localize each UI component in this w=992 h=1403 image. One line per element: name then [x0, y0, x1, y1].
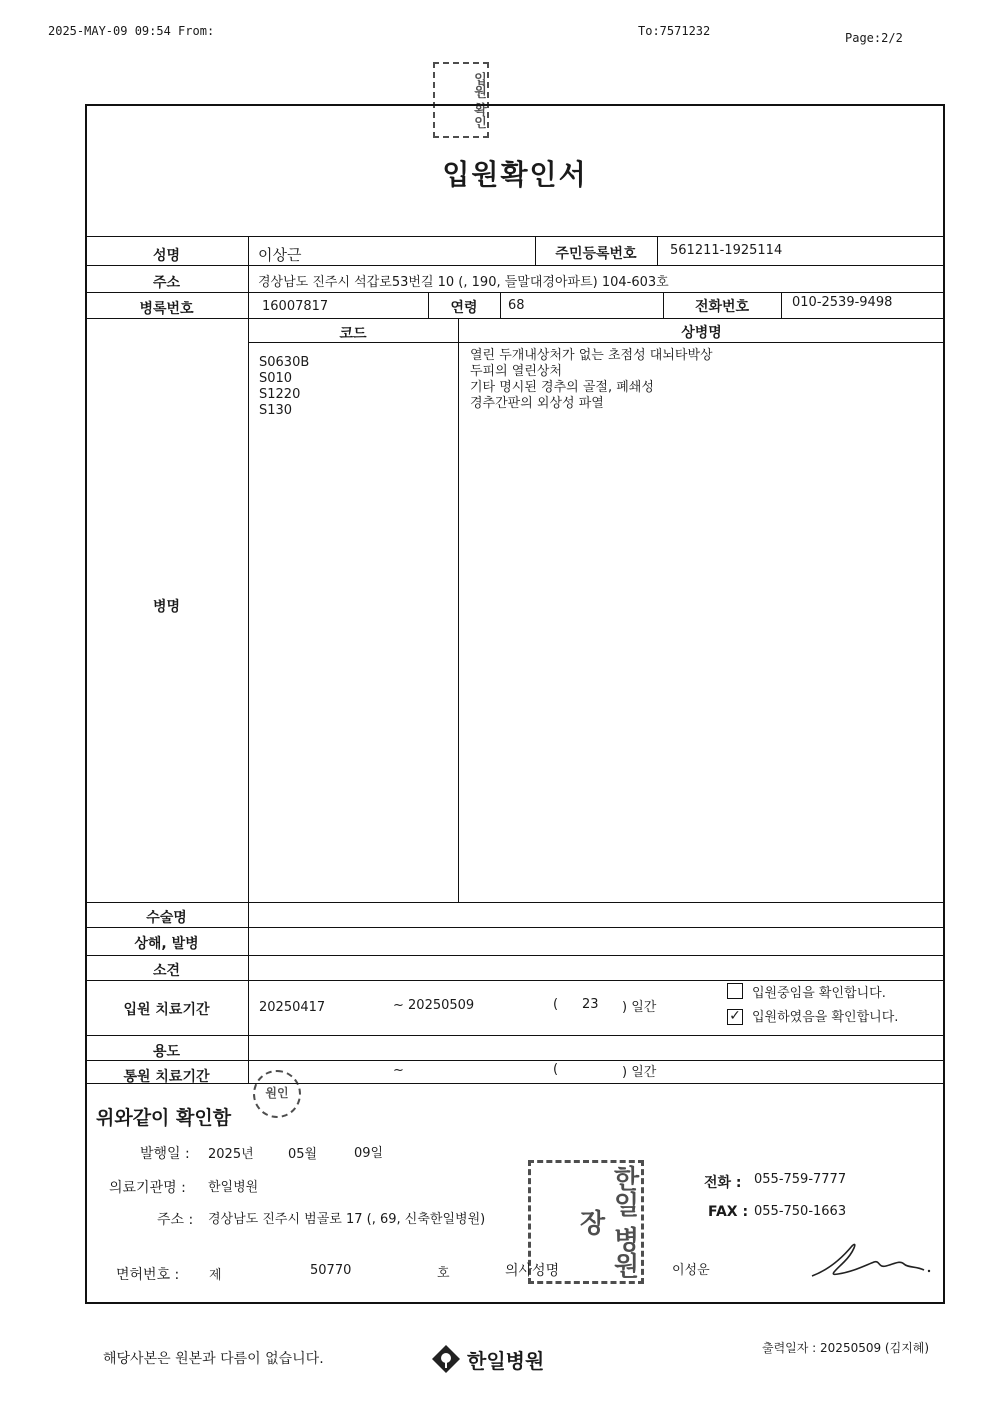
patient-rrn: 561211-1925114 [670, 243, 783, 258]
fax-header-to: To:7571232 [638, 24, 711, 38]
name-label: 성명 [152, 248, 181, 264]
diagnosis-codes [259, 355, 309, 419]
code-header: 코드 [339, 326, 367, 342]
fax-label: FAX : [708, 1204, 749, 1220]
hospital-address-label: 주소 : [157, 1212, 194, 1228]
injury-label: 상해, 발병 [134, 936, 199, 952]
diagnosis-name: 기타 명시된 경추의 골절, 폐쇄성 [470, 380, 654, 395]
hospital-logo [431, 1344, 544, 1374]
hospital-logo-text: 한일병원 [467, 1348, 545, 1373]
outpatient-days-close: ) 일간 [622, 1065, 657, 1080]
hospital-tel: 055-759-7777 [754, 1172, 847, 1187]
inpatient-to: ~ 20250509 [393, 998, 475, 1013]
patient-age: 68 [508, 298, 525, 313]
license-label: 면허번호 : [116, 1267, 180, 1283]
patient-address: 경상남도 진주시 석갑로53번길 10 (, 190, 들말대경아파트) 104-603호 [258, 275, 669, 290]
doctor-name: 이성운 [672, 1263, 710, 1278]
discharged-text: 입원하였음을 확인합니다. [752, 1010, 899, 1025]
inpatient-from: 20250417 [259, 1000, 326, 1015]
print-info: 출력일자 : 20250509 (김지혜) [762, 1341, 930, 1355]
diagnosis-code: S130 [259, 403, 293, 418]
surgery-label: 수술명 [146, 910, 187, 926]
tel-label: 전화 : [704, 1175, 742, 1191]
license-suffix: 호 [437, 1266, 450, 1281]
issue-year: 2025년 [208, 1147, 254, 1162]
address-label: 주소 [152, 275, 181, 291]
admitted-checkbox[interactable] [727, 983, 743, 999]
hospital-logo-icon [431, 1344, 461, 1374]
rrn-label: 주민등록번호 [555, 246, 637, 262]
diagnosis-section-label: 병명 [152, 599, 181, 615]
inpatient-days: 23 [582, 997, 599, 1012]
fax-header-left: 2025-MAY-09 09:54 From: [48, 24, 215, 38]
record-number: 16007817 [262, 299, 329, 314]
inpatient-days-close: ) 일간 [622, 1000, 657, 1015]
diagnosis-name: 두피의 열린상처 [470, 364, 563, 379]
admitted-text: 입원중임을 확인합니다. [752, 986, 886, 1001]
diagnosis-name-header: 상병명 [681, 325, 722, 341]
purpose-label: 용도 [152, 1044, 181, 1060]
hospital-fax: 055-750-1663 [754, 1204, 847, 1219]
patient-phone: 010-2539-9498 [792, 295, 893, 310]
fax-header-page: Page:2/2 [845, 31, 903, 45]
diagnosis-name: 경추간판의 외상성 파열 [470, 396, 604, 411]
inpatient-period-label: 입원 치료기간 [123, 1002, 210, 1018]
issue-label: 발행일 : [140, 1146, 190, 1162]
diagnosis-code: S010 [259, 371, 293, 386]
diagnosis-names [470, 348, 713, 412]
discharged-checkbox[interactable]: ✓ [727, 1009, 743, 1025]
issue-month: 05월 [288, 1147, 318, 1162]
license-number: 50770 [310, 1263, 352, 1278]
document-title: 입원확인서 [442, 158, 588, 191]
diagnosis-code: S1220 [259, 387, 301, 402]
copy-note: 해당사본은 원본과 다름이 없습니다. [103, 1351, 324, 1367]
record-label: 병록번호 [139, 301, 194, 317]
diagnosis-code: S0630B [259, 355, 310, 370]
circle-stamp: 원인 [253, 1070, 301, 1118]
patient-name: 이상근 [258, 246, 302, 264]
top-stamp: 입원 확인 [433, 62, 489, 138]
institution-label: 의료기관명 : [109, 1180, 186, 1196]
doctor-label: 의사성명 [505, 1263, 560, 1279]
institution-name: 한일병원 [208, 1180, 259, 1195]
findings-label: 소견 [152, 963, 181, 979]
hospital-seal-stamp: 한일 병원장 [528, 1160, 644, 1284]
phone-label: 전화번호 [694, 299, 750, 315]
hospital-address: 경상남도 진주시 범골로 17 (, 69, 신축한일병원) [208, 1212, 486, 1227]
outpatient-period-label: 통원 치료기간 [123, 1069, 210, 1085]
issue-day: 09일 [354, 1146, 384, 1161]
outpatient-days-open: ( [553, 1062, 559, 1077]
license-prefix: 제 [209, 1268, 222, 1283]
doctor-signature [808, 1240, 933, 1282]
diagnosis-name: 열린 두개내상처가 없는 초점성 대뇌타박상 [470, 348, 713, 363]
age-label: 연령 [450, 300, 478, 316]
outpatient-tilde: ~ [393, 1063, 404, 1078]
inpatient-days-open: ( [553, 997, 559, 1012]
confirmation-text: 위와같이 확인함 [96, 1107, 232, 1129]
